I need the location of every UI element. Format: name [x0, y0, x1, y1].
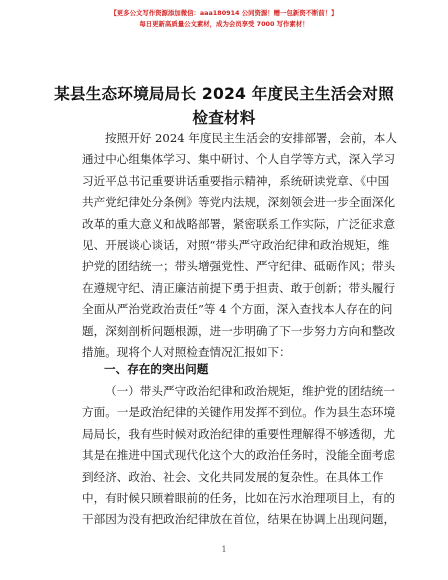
paragraph-line: 护党的团结统一；带头增强党性、严守纪律、砥砺作风；带头 — [82, 259, 396, 274]
document-title — [30, 82, 418, 130]
paragraph-line: （一）带头严守政治纪律和政治规矩，维护党的团结统一 — [105, 384, 395, 398]
paragraph-line: 通过中心组集体学习、集中研讨、个人自学等方式，深入学习 — [82, 152, 396, 167]
paragraph-line: 题，深刻剖析问题根源，进一步明确了下一步努力方向和整改 — [82, 323, 396, 338]
paragraph-line: 在遵规守纪、清正廉洁前提下勇于担责、敢于创新；带头履行 — [82, 280, 396, 295]
promo-line-2: 每日更新高质量公文素材，成为会员享受 7000 写作素材！ — [139, 20, 309, 28]
paragraph-line: 共产党纪律处分条例》等党内法规，深刻领会进一步全面深化 — [82, 195, 396, 210]
paragraph-line: 到经济、政治、社会、文化共同发展的复杂性。在具体工作 — [82, 469, 384, 484]
promo-banner — [0, 8, 448, 30]
paragraph-line: 干部因为没有把政治纪律放在首位，结果在协调上出现问题， — [82, 512, 396, 527]
page-number: 1 — [221, 545, 227, 554]
title-line-1: 某县生态环境局局长 2024 年度民主生活会对照 — [54, 85, 394, 103]
paragraph-line: 习近平总书记重要讲话重要指示精神，系统研读党章、《中国 — [82, 173, 390, 188]
section-heading: 一、存在的突出问题 — [104, 362, 209, 376]
paragraph-line: 见、开展谈心谈话，对照“带头严守政治纪律和政治规矩，维 — [82, 238, 390, 253]
section-paragraph — [82, 381, 408, 531]
title-line-2: 检查材料 — [192, 109, 256, 127]
paragraph-line: 局局长，我有些时候对政治纪律的重要性理解得不够透彻，尤 — [82, 426, 396, 441]
paragraph-line: 方面。一是政治纪律的关键作用发挥不到位。作为县生态环境 — [82, 405, 396, 420]
intro-paragraph — [82, 128, 408, 363]
paragraph-line: 中，有时候只顾着眼前的任务，比如在污水治理项目上，有的 — [82, 491, 396, 506]
paragraph-line: 按照开好 2024 年度民主生活会的安排部署，会前，本人 — [105, 131, 397, 145]
promo-line-1: 【更多公文写作资源添加微信：aaa180914 公同资源！赠一包新资不断前！】 — [110, 9, 338, 17]
paragraph-line: 其是在推进中国式现代化这个大的政治任务时，没能全面考虑 — [82, 448, 396, 463]
paragraph-line: 全面从严治党政治责任”等 4 个方面，深入查找本人存在的问 — [82, 302, 393, 317]
paragraph-line: 措施。现将个人对照检查情况汇报如下： — [82, 345, 291, 360]
paragraph-line: 改革的重大意义和战略部署，紧密联系工作实际，广泛征求意 — [82, 216, 396, 231]
